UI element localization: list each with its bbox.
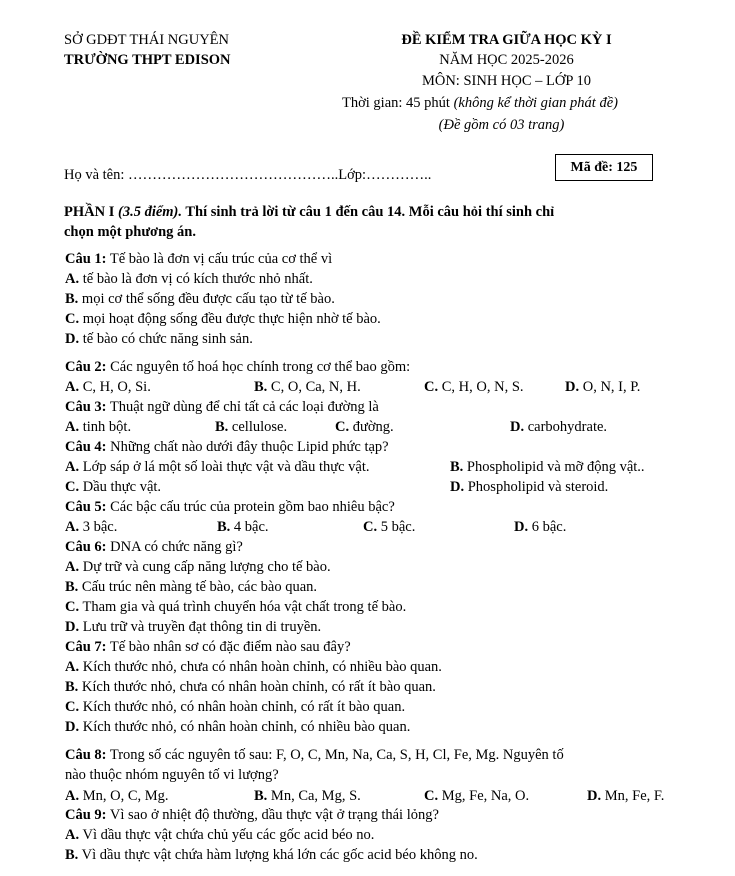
option-text: Vì dầu thực vật chứa hàm lượng khá lớn các gốc acid béo không no. <box>78 847 478 863</box>
question-8 <box>65 746 564 764</box>
part1-label: PHẦN I <box>64 204 118 220</box>
option-label: A. <box>65 519 80 535</box>
q2-option-a[interactable] <box>65 378 151 396</box>
option-label: C. <box>424 379 439 395</box>
time-main: Thời gian: 45 phút <box>342 95 454 111</box>
question-9 <box>65 806 439 824</box>
option-label: B. <box>65 291 79 307</box>
q5-option-a[interactable] <box>65 518 117 536</box>
option-label: C. <box>65 479 80 495</box>
option-label: D. <box>510 419 525 435</box>
option-text: đường. <box>349 419 394 435</box>
option-text: 4 bậc. <box>230 519 269 535</box>
question-text: Tế bào là đơn vị cấu trúc của cơ thể vì <box>106 251 333 267</box>
option-text: tinh bột. <box>79 419 132 435</box>
question-5 <box>65 498 395 516</box>
option-text: Phospholipid và steroid. <box>464 479 609 495</box>
question-text: Những chất nào dưới đây thuộc Lipid phức tạp? <box>106 439 389 455</box>
question-4 <box>65 438 389 456</box>
option-label: B. <box>450 459 464 475</box>
time-note: (không kể thời gian phát đề) <box>453 95 618 111</box>
option-label: A. <box>65 659 80 675</box>
option-text: tế bào là đơn vị có kích thước nhỏ nhất. <box>79 271 313 287</box>
question-text: Thuật ngữ dùng để chỉ tất cả các loại đường là <box>106 399 379 415</box>
option-text: Phospholipid và mỡ động vật.. <box>463 459 645 475</box>
question-label: Câu 7: <box>65 639 107 655</box>
option-label: C. <box>65 699 80 715</box>
q8-option-d[interactable] <box>587 787 664 805</box>
q7-option-a[interactable] <box>65 658 442 676</box>
option-label: A. <box>65 379 80 395</box>
question-label: Câu 8: <box>65 747 107 763</box>
option-label: A. <box>65 419 80 435</box>
question-3 <box>65 398 379 416</box>
option-label: D. <box>65 719 80 735</box>
q9-option-a[interactable] <box>65 826 374 844</box>
option-text: tế bào có chức năng sinh sản. <box>79 331 253 347</box>
question-label: Câu 2: <box>65 359 107 375</box>
q6-option-d[interactable] <box>65 618 321 636</box>
q1-option-a[interactable] <box>65 270 313 288</box>
q7-option-b[interactable] <box>65 678 436 696</box>
part1-instruction: Thí sinh trả lời từ câu 1 đến câu 14. Mỗi câu hỏi thí sinh chỉ <box>182 204 555 220</box>
q8-option-a[interactable] <box>65 787 169 805</box>
option-label: D. <box>565 379 580 395</box>
option-text: C, O, Ca, N, H. <box>267 379 361 395</box>
subject-line: MÔN: SINH HỌC – LỚP 10 <box>421 73 592 89</box>
pages-note: (Đề gồm có 03 trang) <box>438 117 565 133</box>
q6-option-a[interactable] <box>65 558 331 576</box>
option-label: D. <box>65 619 80 635</box>
time-line <box>342 94 618 112</box>
option-label: B. <box>254 788 268 804</box>
option-label: A. <box>65 788 80 804</box>
question-1 <box>65 250 332 268</box>
option-label: A. <box>65 271 80 287</box>
option-text: carbohydrate. <box>524 419 608 435</box>
option-text: Kích thước nhỏ, chưa có nhân hoàn chỉnh, có rất ít bào quan. <box>78 679 436 695</box>
option-label: B. <box>217 519 231 535</box>
option-label: C. <box>65 599 80 615</box>
q4-option-a[interactable] <box>65 458 370 476</box>
part1-heading <box>64 203 554 221</box>
question-text: Vì sao ở nhiệt độ thường, dầu thực vật ở trạng thái lỏng? <box>106 807 439 823</box>
q3-option-a[interactable] <box>65 418 131 436</box>
department-name: SỞ GDĐT THÁI NGUYÊN <box>64 32 230 48</box>
q6-option-b[interactable] <box>65 578 317 596</box>
q1-option-b[interactable] <box>65 290 335 308</box>
option-label: C. <box>65 311 80 327</box>
option-text: Kích thước nhỏ, có nhân hoàn chỉnh, có rất ít bào quan. <box>79 699 406 715</box>
option-label: B. <box>65 847 79 863</box>
option-label: D. <box>587 788 602 804</box>
option-label: A. <box>65 827 80 843</box>
q4-option-b[interactable] <box>450 458 645 476</box>
q5-option-b[interactable] <box>217 518 269 536</box>
option-text: Kích thước nhỏ, có nhân hoàn chỉnh, có nhiều bào quan. <box>79 719 411 735</box>
q7-option-d[interactable] <box>65 718 410 736</box>
option-text: O, N, I, P. <box>579 379 641 395</box>
option-text: 3 bậc. <box>79 519 118 535</box>
question-label: Câu 3: <box>65 399 107 415</box>
option-text: mọi cơ thể sống đều được cấu tạo từ tế bào. <box>78 291 335 307</box>
question-text: Trong số các nguyên tố sau: F, O, C, Mn, Na, Ca, S, H, Cl, Fe, Mg. Nguyên tố <box>106 747 564 763</box>
option-text: 5 bậc. <box>377 519 416 535</box>
question-text: Tế bào nhân sơ có đặc điểm nào sau đây? <box>106 639 351 655</box>
option-text: Mn, Fe, F. <box>601 788 665 804</box>
option-text: Dự trữ và cung cấp năng lượng cho tế bào. <box>79 559 331 575</box>
q1-option-c[interactable] <box>65 310 381 328</box>
option-text: C, H, O, Si. <box>79 379 151 395</box>
q3-option-c[interactable] <box>335 418 394 436</box>
option-text: Vì dầu thực vật chứa chủ yếu các gốc acid béo no. <box>79 827 375 843</box>
exam-title: ĐỀ KIỂM TRA GIỮA HỌC KỲ I <box>401 32 612 48</box>
option-label: A. <box>65 459 80 475</box>
option-text: Mg, Fe, Na, O. <box>438 788 530 804</box>
q3-option-b[interactable] <box>215 418 287 436</box>
option-label: B. <box>254 379 268 395</box>
exam-code-box: Mã đề: 125 <box>555 154 653 181</box>
q5-option-c[interactable] <box>363 518 415 536</box>
question-label: Câu 5: <box>65 499 107 515</box>
q6-option-c[interactable] <box>65 598 406 616</box>
option-label: D. <box>514 519 529 535</box>
question-text: DNA có chức năng gì? <box>106 539 243 555</box>
option-text: 6 bậc. <box>528 519 567 535</box>
part1-instruction-cont: chọn một phương án. <box>64 224 196 240</box>
option-text: C, H, O, N, S. <box>438 379 524 395</box>
option-text: mọi hoạt động sống đều được thực hiện nhờ tế bào. <box>79 311 381 327</box>
option-label: C. <box>363 519 378 535</box>
option-text: Dầu thực vật. <box>79 479 162 495</box>
option-text: Cấu trúc nên màng tế bào, các bào quan. <box>78 579 318 595</box>
option-text: Tham gia và quá trình chuyển hóa vật chất trong tế bào. <box>79 599 407 615</box>
question-6 <box>65 538 243 556</box>
q4-option-c[interactable] <box>65 478 161 496</box>
q8-option-b[interactable] <box>254 787 361 805</box>
q2-option-b[interactable] <box>254 378 361 396</box>
q5-option-d[interactable] <box>514 518 566 536</box>
option-label: C. <box>424 788 439 804</box>
q8-option-c[interactable] <box>424 787 529 805</box>
option-text: Mn, O, C, Mg. <box>79 788 169 804</box>
option-label: B. <box>215 419 229 435</box>
question-label: Câu 4: <box>65 439 107 455</box>
school-year: NĂM HỌC 2025-2026 <box>439 52 574 68</box>
q7-option-c[interactable] <box>65 698 405 716</box>
option-label: A. <box>65 559 80 575</box>
option-label: D. <box>450 479 465 495</box>
option-label: B. <box>65 679 79 695</box>
option-label: C. <box>335 419 350 435</box>
q1-option-d[interactable] <box>65 330 253 348</box>
question-7 <box>65 638 351 656</box>
question-label: Câu 9: <box>65 807 107 823</box>
q2-option-d[interactable] <box>565 378 640 396</box>
option-text: cellulose. <box>228 419 288 435</box>
question-2 <box>65 358 410 376</box>
question-8-cont: nào thuộc nhóm nguyên tố vi lượng? <box>65 767 279 783</box>
question-text: Các nguyên tố hoá học chính trong cơ thể bao gồm: <box>106 359 411 375</box>
question-label: Câu 6: <box>65 539 107 555</box>
student-name-line: Họ và tên: ……………………………………..Lớp:………….. <box>64 167 432 183</box>
q9-option-b[interactable] <box>65 846 478 864</box>
option-text: Lưu trữ và truyền đạt thông tin di truyền. <box>79 619 322 635</box>
part1-points: (3.5 điểm). <box>117 204 183 220</box>
q3-option-d[interactable] <box>510 418 607 436</box>
option-label: B. <box>65 579 79 595</box>
q4-option-d[interactable] <box>450 478 608 496</box>
question-label: Câu 1: <box>65 251 107 267</box>
q2-option-c[interactable] <box>424 378 524 396</box>
question-text: Các bậc cấu trúc của protein gồm bao nhiêu bậc? <box>106 499 395 515</box>
option-text: Lớp sáp ở lá một số loài thực vật và dầu thực vật. <box>79 459 370 475</box>
option-label: D. <box>65 331 80 347</box>
school-name: TRƯỜNG THPT EDISON <box>64 52 231 68</box>
option-text: Mn, Ca, Mg, S. <box>267 788 361 804</box>
option-text: Kích thước nhỏ, chưa có nhân hoàn chỉnh, có nhiều bào quan. <box>79 659 442 675</box>
